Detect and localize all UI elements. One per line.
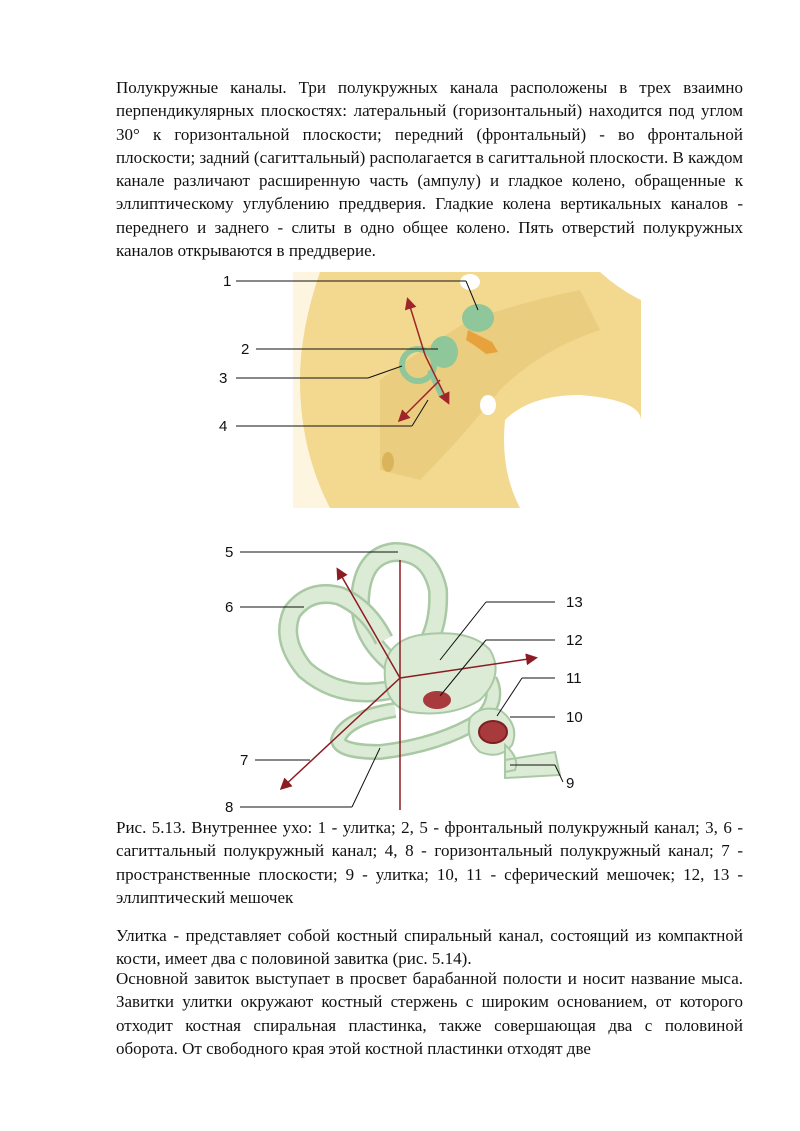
label-11: 11	[566, 670, 582, 687]
label-10: 10	[566, 709, 583, 726]
figure-caption: Рис. 5.13. Внутреннее ухо: 1 - улитка; 2, 5 - фронтальный полукружный канал; 3, 6 - сагиттальный полукружный канал; 4, 8 - горизонтальный полукружный канал; 7 - пространственные плоскости; 9 - улитка; 10, 11 - сферический мешочек; 12, 13 - эллиптический мешочек	[116, 818, 743, 907]
label-7: 7	[240, 752, 249, 769]
label-9: 9	[566, 775, 575, 792]
label-5: 5	[225, 544, 234, 561]
label-2: 2	[241, 341, 250, 358]
label-12: 12	[566, 632, 583, 649]
paragraph-semicircular-canals: Полукружные каналы. Три полукружных канала расположены в трех взаимно перпендикулярных плоскостях: латеральный (горизонтальный) находится под углом 30° к горизонтальной плоскости; передний (фронтальный) - во фронтальной плоскости; задний (сагиттальный) располагается в сагиттальной плоскости. В каждом канале различают расширенную часть (ампулу) и гладкое колено, обращенные к эллиптическому углублению преддверия. Гладкие колена вертикальных каналов - переднего и заднего - слиты в одно общее колено. Пять отверстий полукружных каналов открываются в преддверие.	[116, 78, 743, 261]
paragraph-promontory: Основной завиток выступает в просвет барабанной полости и носит название мыса. Завитки улитки окружают костный стержень с широким основанием, от которого отходит костная спиральная пластинка, также совершающая два с половиной оборота. От свободного края этой костной пластинки отходят две	[116, 969, 743, 1058]
label-6: 6	[225, 599, 234, 616]
label-13: 13	[566, 594, 583, 611]
label-8: 8	[225, 799, 234, 816]
label-4: 4	[219, 418, 228, 435]
paragraph-cochlea: Улитка - представляет собой костный спиральный канал, состоящий из компактной кости, имеет два с половиной завитка (рис. 5.14).	[116, 926, 743, 969]
label-3: 3	[219, 370, 228, 387]
label-1: 1	[223, 273, 232, 290]
